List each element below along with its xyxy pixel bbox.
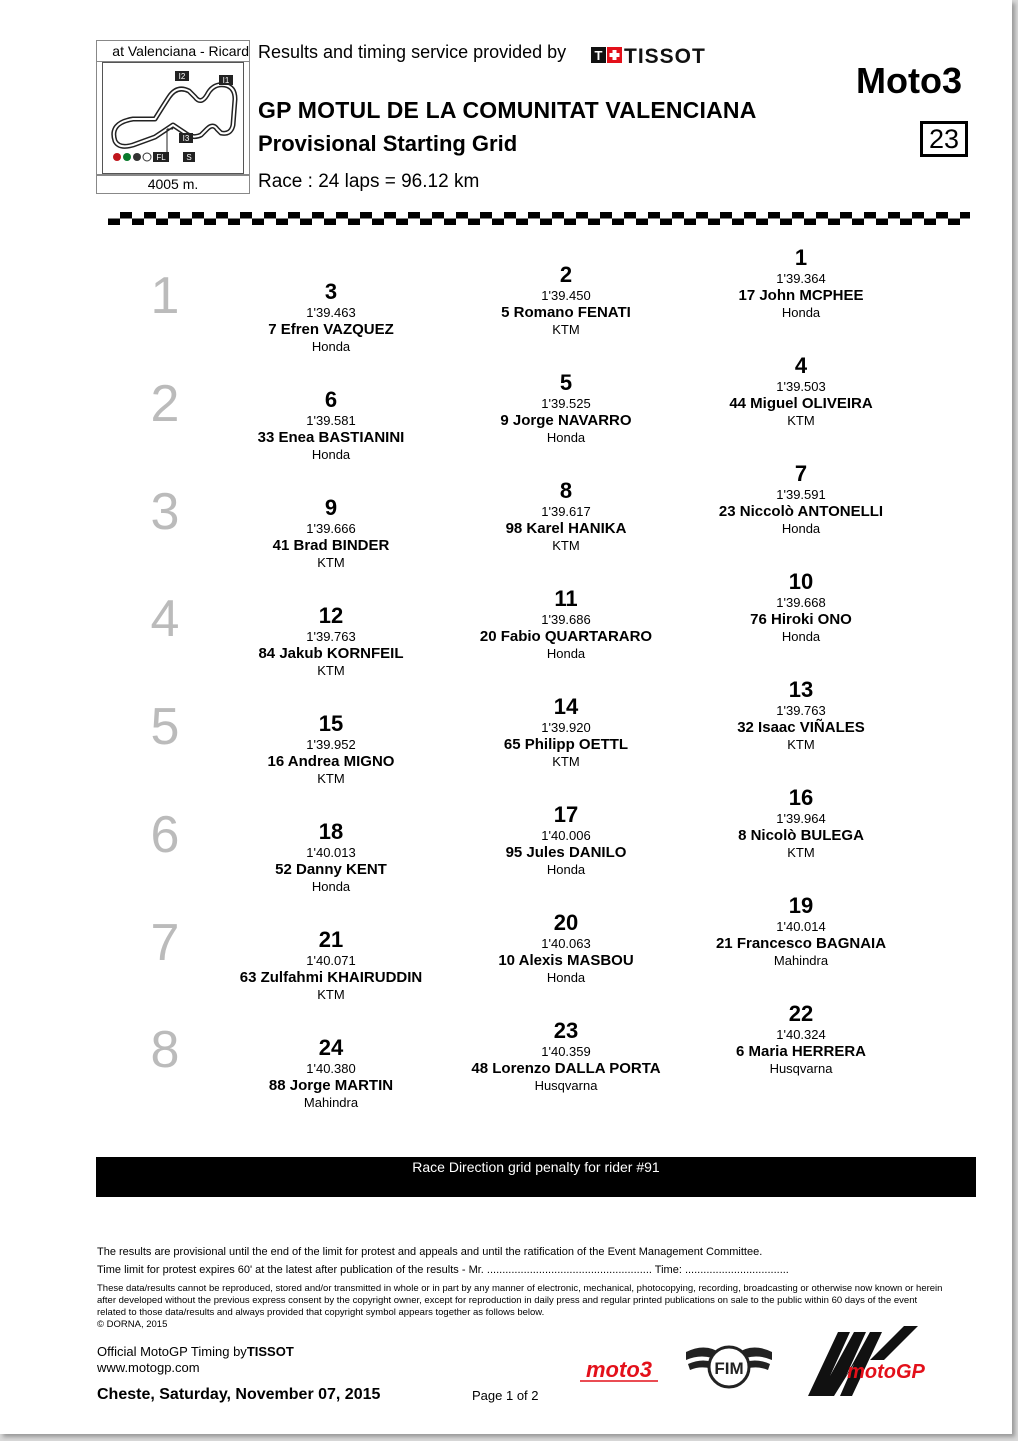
copyright-notice bbox=[97, 1283, 947, 1331]
grid-position: 23 bbox=[553, 1018, 579, 1043]
grid-slot bbox=[446, 587, 686, 662]
rider-name: 33 Enea BASTIANINI bbox=[257, 429, 405, 446]
rider-name: 52 Danny KENT bbox=[275, 861, 387, 878]
grid-position: 19 bbox=[788, 893, 814, 918]
tissot-logo bbox=[590, 42, 730, 68]
document-title: Provisional Starting Grid bbox=[258, 131, 518, 156]
rider-name: 88 Jorge MARTIN bbox=[268, 1077, 394, 1094]
manufacturer: Husqvarna bbox=[534, 1078, 598, 1093]
penalty-text: Race Direction grid penalty for rider #91 bbox=[412, 1159, 660, 1175]
lap-time: 1'40.006 bbox=[541, 828, 591, 843]
lap-time: 1'39.952 bbox=[306, 737, 356, 752]
grid-position: 18 bbox=[318, 819, 344, 844]
lap-time: 1'40.380 bbox=[306, 1061, 356, 1076]
grid-slot bbox=[211, 928, 451, 1003]
grid-slot bbox=[446, 1019, 686, 1094]
website-link[interactable]: www.motogp.com bbox=[97, 1360, 200, 1375]
grid-position: 7 bbox=[794, 461, 808, 486]
lap-time: 1'40.063 bbox=[541, 936, 591, 951]
penalty-notice bbox=[96, 1157, 976, 1197]
lap-time: 1'39.525 bbox=[541, 396, 591, 411]
manufacturer: Honda bbox=[781, 629, 821, 644]
grid-slot bbox=[446, 803, 686, 878]
grid-slot bbox=[681, 354, 921, 429]
lap-time: 1'39.503 bbox=[776, 379, 826, 394]
lap-time: 1'39.686 bbox=[541, 612, 591, 627]
manufacturer: Honda bbox=[546, 646, 586, 661]
lap-time: 1'40.359 bbox=[541, 1044, 591, 1059]
grid-slot bbox=[681, 678, 921, 753]
grid-slot bbox=[211, 820, 451, 895]
manufacturer: Honda bbox=[311, 879, 351, 894]
lap-time: 1'39.763 bbox=[306, 629, 356, 644]
page-number: Page 1 of 2 bbox=[472, 1388, 539, 1403]
lap-time: 1'39.666 bbox=[306, 521, 356, 536]
moto3-logo bbox=[574, 1355, 664, 1387]
grid-slot bbox=[681, 462, 921, 537]
timing-credit-text: Official MotoGP Timing by bbox=[97, 1344, 247, 1359]
manufacturer: Mahindra bbox=[773, 953, 829, 968]
manufacturer: KTM bbox=[787, 845, 815, 860]
manufacturer: KTM bbox=[317, 771, 345, 786]
timing-credit bbox=[97, 1344, 294, 1359]
track-length: 4005 m. bbox=[96, 175, 250, 194]
grid-position: 8 bbox=[559, 478, 573, 503]
grid-position: 1 bbox=[794, 245, 808, 270]
track-label-fl: FL bbox=[156, 153, 166, 162]
rider-name: 41 Brad BINDER bbox=[272, 537, 390, 554]
svg-text:T: T bbox=[594, 48, 603, 63]
track-label-i2: I2 bbox=[178, 72, 186, 81]
grid-position: 4 bbox=[794, 353, 808, 378]
grid-slot bbox=[446, 479, 686, 554]
rider-name: 9 Jorge NAVARRO bbox=[500, 412, 632, 429]
grid-slot bbox=[211, 1036, 451, 1111]
grid-position: 21 bbox=[318, 927, 344, 952]
rider-name: 32 Isaac VIÑALES bbox=[737, 719, 865, 736]
rider-name: 20 Fabio QUARTARARO bbox=[479, 628, 653, 645]
lap-time: 1'39.668 bbox=[776, 595, 826, 610]
rider-name: 23 Niccolò ANTONELLI bbox=[718, 503, 884, 520]
rider-name: 16 Andrea MIGNO bbox=[267, 753, 395, 770]
manufacturer: KTM bbox=[552, 322, 580, 337]
rider-name: 65 Philipp OETTL bbox=[503, 736, 629, 753]
grid-row-number: 6 bbox=[150, 806, 180, 864]
lap-time: 1'39.920 bbox=[541, 720, 591, 735]
grid-slot bbox=[211, 604, 451, 679]
checkered-flag-divider bbox=[108, 212, 970, 225]
track-label-s: S bbox=[186, 153, 192, 162]
rider-name: 63 Zulfahmi KHAIRUDDIN bbox=[239, 969, 423, 986]
footer-date: Cheste, Saturday, November 07, 2015 bbox=[97, 1386, 381, 1403]
lap-time: 1'39.450 bbox=[541, 288, 591, 303]
lap-time: 1'40.014 bbox=[776, 919, 826, 934]
manufacturer: KTM bbox=[552, 754, 580, 769]
grid-slot bbox=[211, 712, 451, 787]
grid-row-number: 4 bbox=[150, 590, 180, 648]
manufacturer: KTM bbox=[317, 555, 345, 570]
track-label-i3: I3 bbox=[182, 134, 190, 143]
lap-time: 1'39.964 bbox=[776, 811, 826, 826]
manufacturer: KTM bbox=[787, 413, 815, 428]
page-badge: 23 bbox=[920, 121, 968, 157]
grid-position: 10 bbox=[788, 569, 814, 594]
event-title: GP MOTUL DE LA COMUNITAT VALENCIANA bbox=[258, 97, 757, 123]
track-map-panel bbox=[96, 40, 250, 175]
rider-name: 84 Jakub KORNFEIL bbox=[258, 645, 404, 662]
manufacturer: Honda bbox=[781, 521, 821, 536]
grid-slot bbox=[681, 894, 921, 969]
grid-slot bbox=[211, 280, 451, 355]
grid-position: 11 bbox=[554, 586, 578, 611]
manufacturer: Honda bbox=[311, 447, 351, 462]
manufacturer: Honda bbox=[311, 339, 351, 354]
grid-position: 20 bbox=[553, 910, 579, 935]
race-info: Race : 24 laps = 96.12 km bbox=[258, 171, 480, 192]
rider-name: 10 Alexis MASBOU bbox=[498, 952, 634, 969]
copyright-text: These data/results cannot be reproduced, stored and/or transmitted in whole or in part by any manner of electronic, mechanical, photocopying, recording, broadcasting or otherwise now known or herein after developed without the previous express consent by the copyright owner, except for reproduction in daily press and regular printed publications on sale to the public within 60 days of the event related to those data/results and always provided that copyright symbol appears together as follows below. bbox=[97, 1283, 943, 1318]
rider-name: 95 Jules DANILO bbox=[505, 844, 627, 861]
manufacturer: KTM bbox=[552, 538, 580, 553]
lap-time: 1'39.591 bbox=[776, 487, 826, 502]
grid-position: 13 bbox=[788, 677, 814, 702]
lap-time: 1'39.617 bbox=[541, 504, 591, 519]
manufacturer: Mahindra bbox=[303, 1095, 359, 1110]
protest-note: Time limit for protest expires 60' at the latest after publication of the results - Mr. ...................................................... Time: .................................. bbox=[97, 1264, 789, 1276]
grid-row-number: 2 bbox=[150, 375, 180, 433]
lap-time: 1'39.581 bbox=[306, 413, 356, 428]
rider-name: 48 Lorenzo DALLA PORTA bbox=[471, 1060, 661, 1077]
rider-name: 6 Maria HERRERA bbox=[735, 1043, 867, 1060]
grid-position: 6 bbox=[324, 387, 338, 412]
grid-position: 17 bbox=[553, 802, 579, 827]
motogp-logo-text: motoGP bbox=[847, 1361, 925, 1383]
grid-slot bbox=[681, 786, 921, 861]
rider-name: 17 John MCPHEE bbox=[738, 287, 864, 304]
manufacturer: Husqvarna bbox=[769, 1061, 833, 1076]
grid-slot bbox=[446, 371, 686, 446]
grid-row-number: 3 bbox=[150, 483, 180, 541]
grid-slot bbox=[446, 695, 686, 770]
lap-time: 1'40.324 bbox=[776, 1027, 826, 1042]
grid-position: 2 bbox=[559, 262, 573, 287]
service-text: Results and timing service provided by bbox=[258, 42, 567, 62]
rider-name: 98 Karel HANIKA bbox=[505, 520, 627, 537]
grid-slot bbox=[681, 1002, 921, 1077]
rider-name: 44 Miguel OLIVEIRA bbox=[729, 395, 873, 412]
tissot-logo-text: TISSOT bbox=[624, 45, 706, 68]
lap-time: 1'39.463 bbox=[306, 305, 356, 320]
grid-row-number: 7 bbox=[150, 914, 180, 972]
rider-name: 8 Nicolò BULEGA bbox=[738, 827, 864, 844]
grid-position: 16 bbox=[788, 785, 814, 810]
manufacturer: Honda bbox=[546, 430, 586, 445]
grid-slot bbox=[446, 263, 686, 338]
grid-row-number: 5 bbox=[150, 698, 180, 756]
lap-time: 1'39.364 bbox=[776, 271, 826, 286]
manufacturer: KTM bbox=[317, 663, 345, 678]
rider-name: 5 Romano FENATI bbox=[501, 304, 631, 321]
track-map-icon bbox=[102, 62, 244, 174]
track-name: at Valenciana - Ricard bbox=[97, 43, 249, 62]
grid-position: 9 bbox=[324, 495, 338, 520]
grid-position: 3 bbox=[324, 279, 338, 304]
rider-name: 21 Francesco BAGNAIA bbox=[715, 935, 887, 952]
category-title: Moto3 bbox=[856, 60, 962, 101]
motogp-logo bbox=[804, 1326, 940, 1398]
manufacturer: KTM bbox=[317, 987, 345, 1002]
grid-slot bbox=[446, 911, 686, 986]
rider-name: 7 Efren VAZQUEZ bbox=[268, 321, 394, 338]
moto3-logo-text: moto3 bbox=[586, 1357, 652, 1382]
manufacturer: Honda bbox=[546, 970, 586, 985]
lap-time: 1'40.071 bbox=[306, 953, 356, 968]
manufacturer: Honda bbox=[546, 862, 586, 877]
grid-position: 12 bbox=[318, 603, 344, 628]
grid-position: 22 bbox=[788, 1001, 814, 1026]
track-label-i1: I1 bbox=[222, 76, 230, 85]
fim-logo-text: FIM bbox=[714, 1359, 744, 1378]
lap-time: 1'39.763 bbox=[776, 703, 826, 718]
manufacturer: Honda bbox=[781, 305, 821, 320]
grid-row-number: 8 bbox=[150, 1021, 180, 1079]
grid-slot bbox=[681, 246, 921, 321]
manufacturer: KTM bbox=[787, 737, 815, 752]
grid-position: 24 bbox=[318, 1035, 344, 1060]
grid-position: 5 bbox=[559, 370, 573, 395]
rider-name: 76 Hiroki ONO bbox=[750, 611, 852, 628]
fim-logo bbox=[682, 1340, 776, 1394]
grid-slot bbox=[211, 496, 451, 571]
timing-credit-brand: TISSOT bbox=[246, 1344, 294, 1359]
dorna-copyright: © DORNA, 2015 bbox=[97, 1319, 168, 1330]
provisional-note: The results are provisional until the end of the limit for protest and appeals and until the ratification of the Event Management Committee. bbox=[97, 1246, 763, 1258]
grid-position: 15 bbox=[318, 711, 344, 736]
grid-position: 14 bbox=[553, 694, 579, 719]
grid-slot bbox=[681, 570, 921, 645]
grid-row-number: 1 bbox=[150, 267, 180, 325]
lap-time: 1'40.013 bbox=[306, 845, 356, 860]
grid-slot bbox=[211, 388, 451, 463]
